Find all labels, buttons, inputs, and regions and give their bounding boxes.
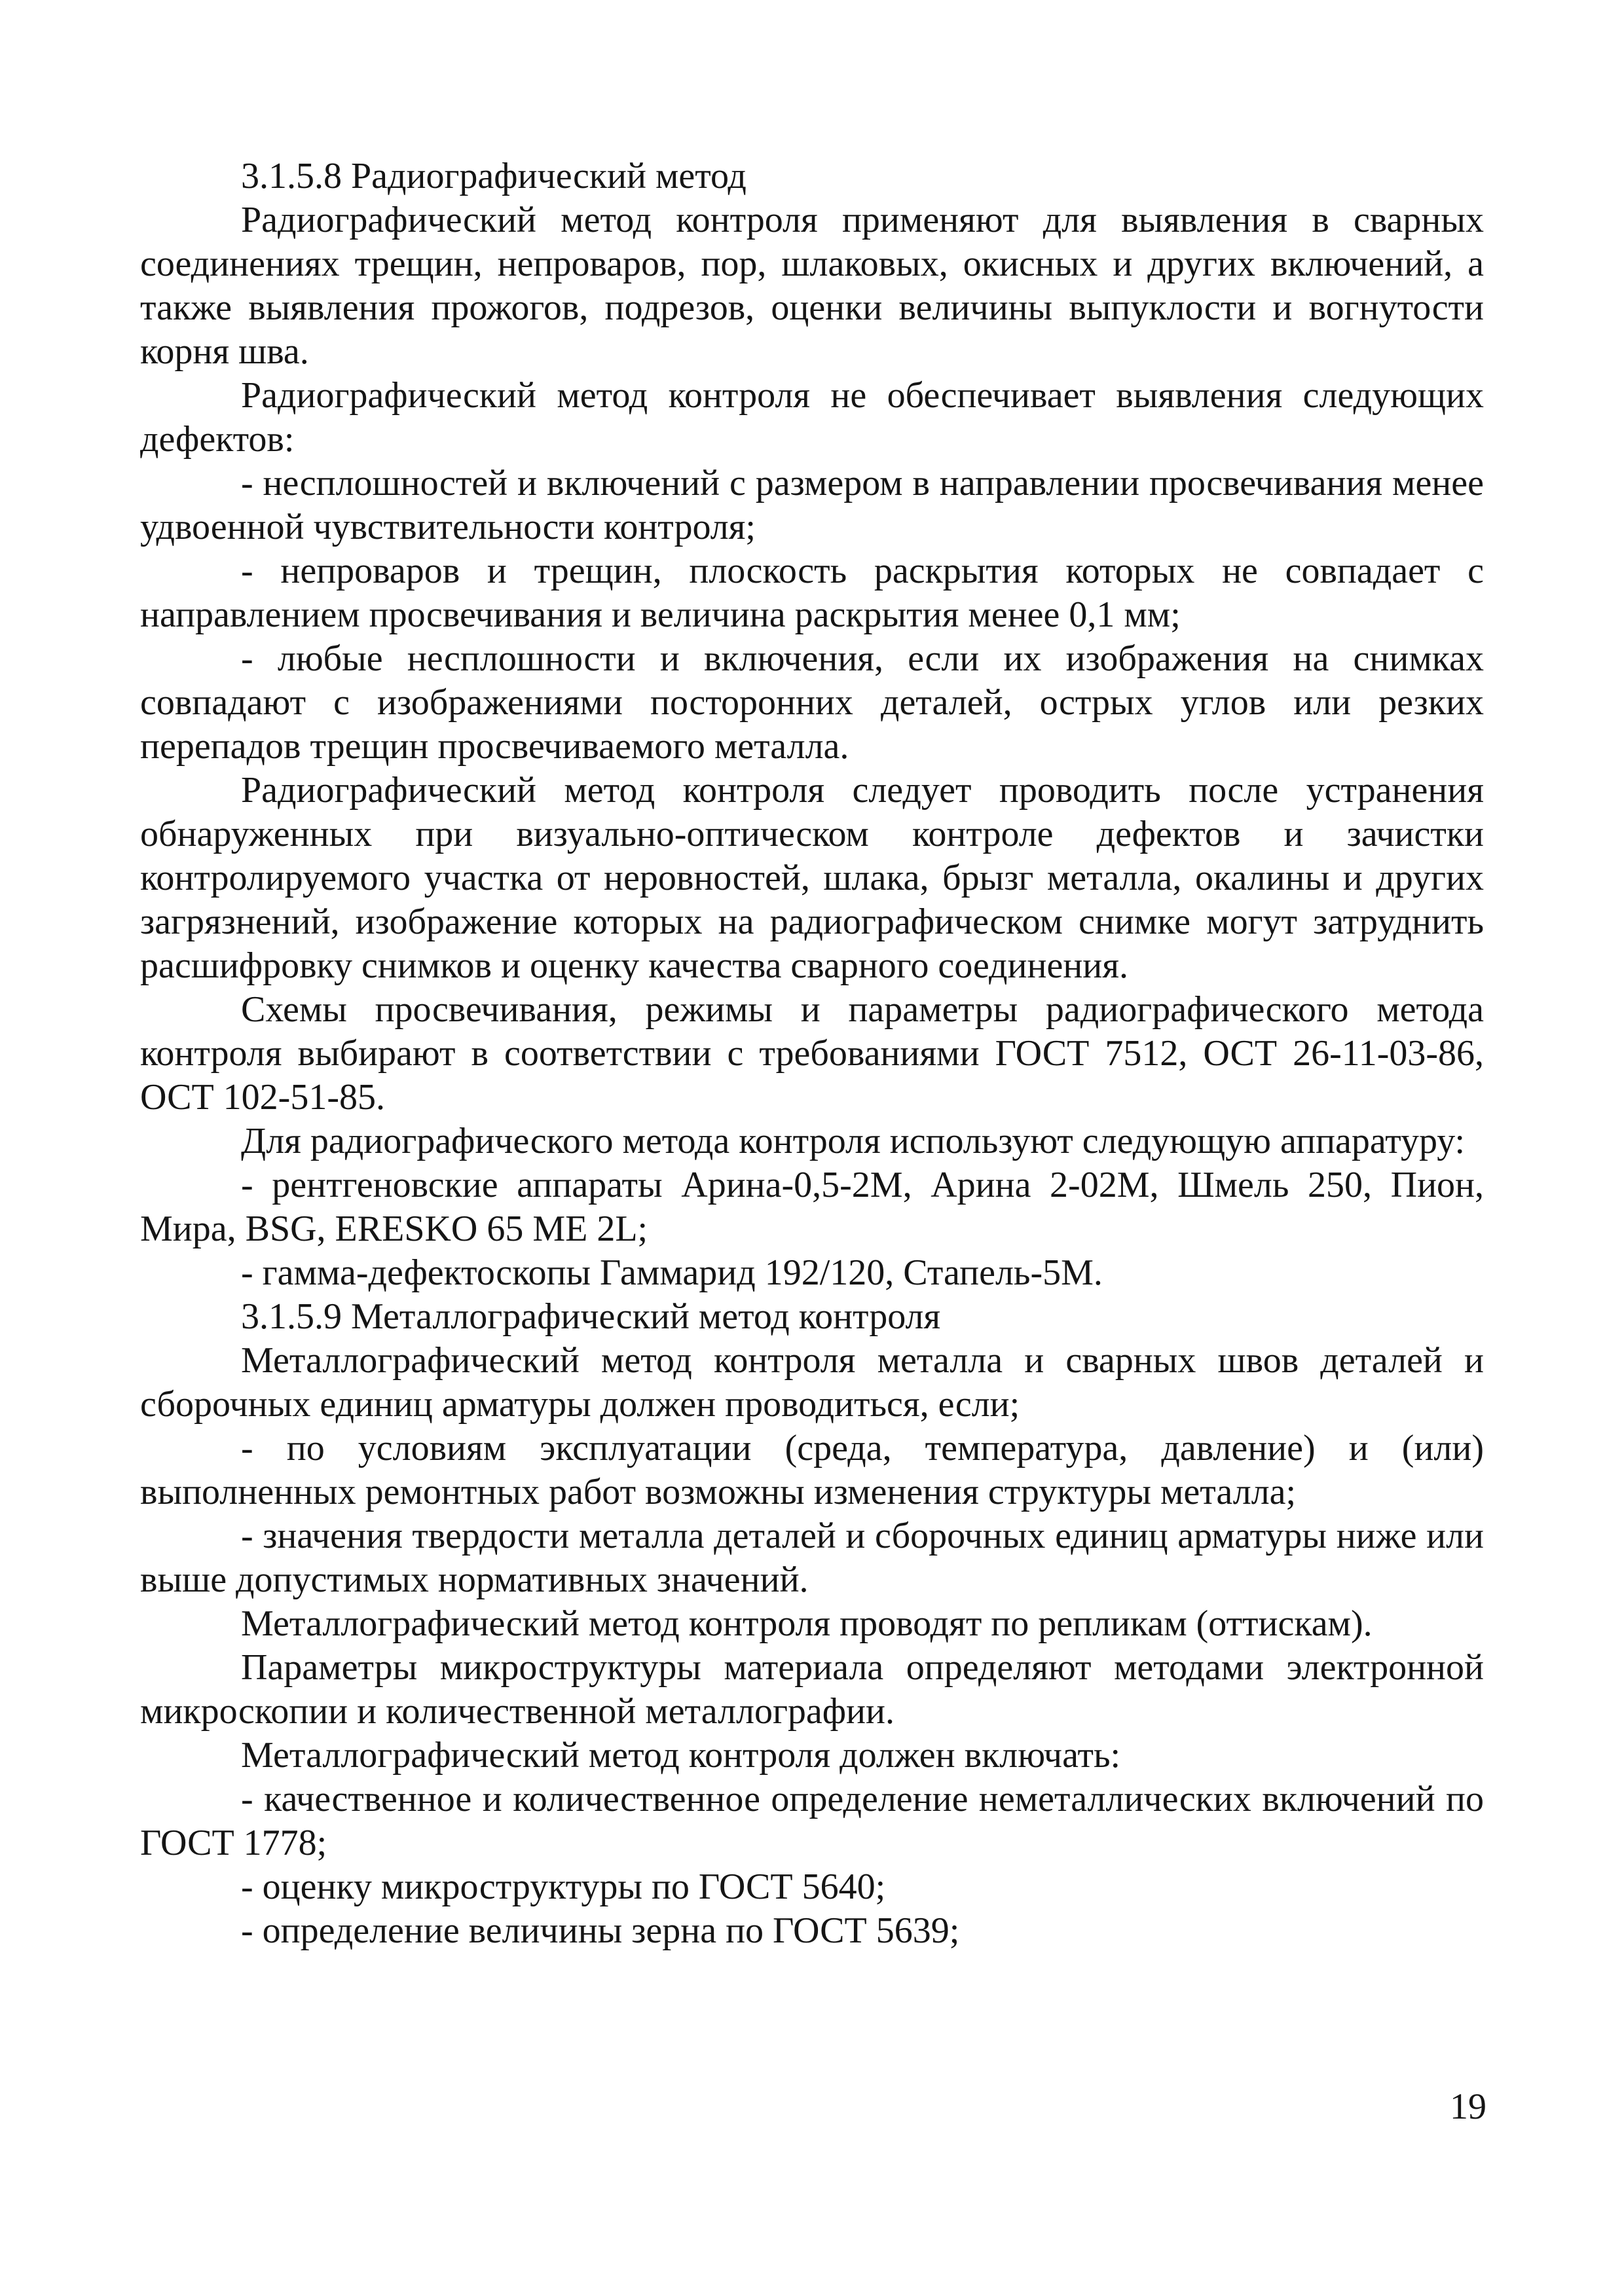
paragraph: Металлографический метод контроля должен включать: <box>241 1735 1121 1776</box>
list-item: - гамма-дефектоскопы Гаммарид 192/120, Стапель-5М. <box>241 1252 1103 1293</box>
list-item: - рентгеновские аппараты Арина-0,5-2М, Арина 2-02М, Шмель 250, Пион, Мира, BSG, ERESKO 65 ME 2L; <box>140 1165 1484 1249</box>
list-item: - значения твердости металла деталей и сборочных единиц арматуры ниже или выше допустимых нормативных значений. <box>140 1516 1484 1600</box>
list-item: - непроваров и трещин, плоскость раскрытия которых не совпадает с направлением просвечивания и величина раскрытия менее 0,1 мм; <box>140 551 1484 635</box>
section-heading-3-1-5-9: 3.1.5.9 Металлографический метод контроля <box>241 1296 941 1337</box>
paragraph: Радиографический метод контроля применяют для выявления в сварных соединениях трещин, непроваров, пор, шлаковых, окисных и других включений, а также выявления прожогов, подрезов, оценки величины выпуклости и вогнутости корня шва. <box>140 200 1484 372</box>
list-item: - качественное и количественное определение неметаллических включений по ГОСТ 1778; <box>140 1779 1484 1863</box>
paragraph: Радиографический метод контроля не обеспечивает выявления следующих дефектов: <box>140 375 1484 460</box>
page-body <box>140 155 1484 1953</box>
paragraph: Параметры микроструктуры материала определяют методами электронной микроскопии и количественной металлографии. <box>140 1647 1484 1732</box>
list-item: - определение величины зерна по ГОСТ 5639; <box>241 1910 960 1951</box>
section-heading-3-1-5-8: 3.1.5.8 Радиографический метод <box>241 156 747 196</box>
list-item: - оценку микроструктуры по ГОСТ 5640; <box>241 1867 886 1907</box>
paragraph: Радиографический метод контроля следует проводить после устранения обнаруженных при визуально-оптическом контроле дефектов и зачистки контролируемого участка от неровностей, шлака, брызг металла, окалины и других загрязнений, изображение которых на радиографическом снимке могут затруднить расшифровку снимков и оценку качества сварного соединения. <box>140 770 1484 986</box>
list-item: - любые несплошности и включения, если их изображения на снимках совпадают с изображениями посторонних деталей, острых углов или резких перепадов трещин просвечиваемого металла. <box>140 638 1484 767</box>
paragraph: Схемы просвечивания, режимы и параметры радиографического метода контроля выбирают в соответствии с требованиями ГОСТ 7512, ОСТ 26-11-03-86, ОСТ 102-51-85. <box>140 989 1484 1118</box>
page-number: 19 <box>1450 2086 1486 2127</box>
paragraph: Металлографический метод контроля металла и сварных швов деталей и сборочных единиц арматуры должен проводиться, если; <box>140 1340 1484 1425</box>
list-item: - по условиям эксплуатации (среда, температура, давление) и (или) выполненных ремонтных работ возможны изменения структуры металла; <box>140 1428 1484 1512</box>
paragraph: Металлографический метод контроля проводят по репликам (оттискам). <box>241 1603 1373 1644</box>
paragraph: Для радиографического метода контроля используют следующую аппаратуру: <box>241 1121 1466 1161</box>
list-item: - несплошностей и включений с размером в направлении просвечивания менее удвоенной чувствительности контроля; <box>140 463 1484 547</box>
